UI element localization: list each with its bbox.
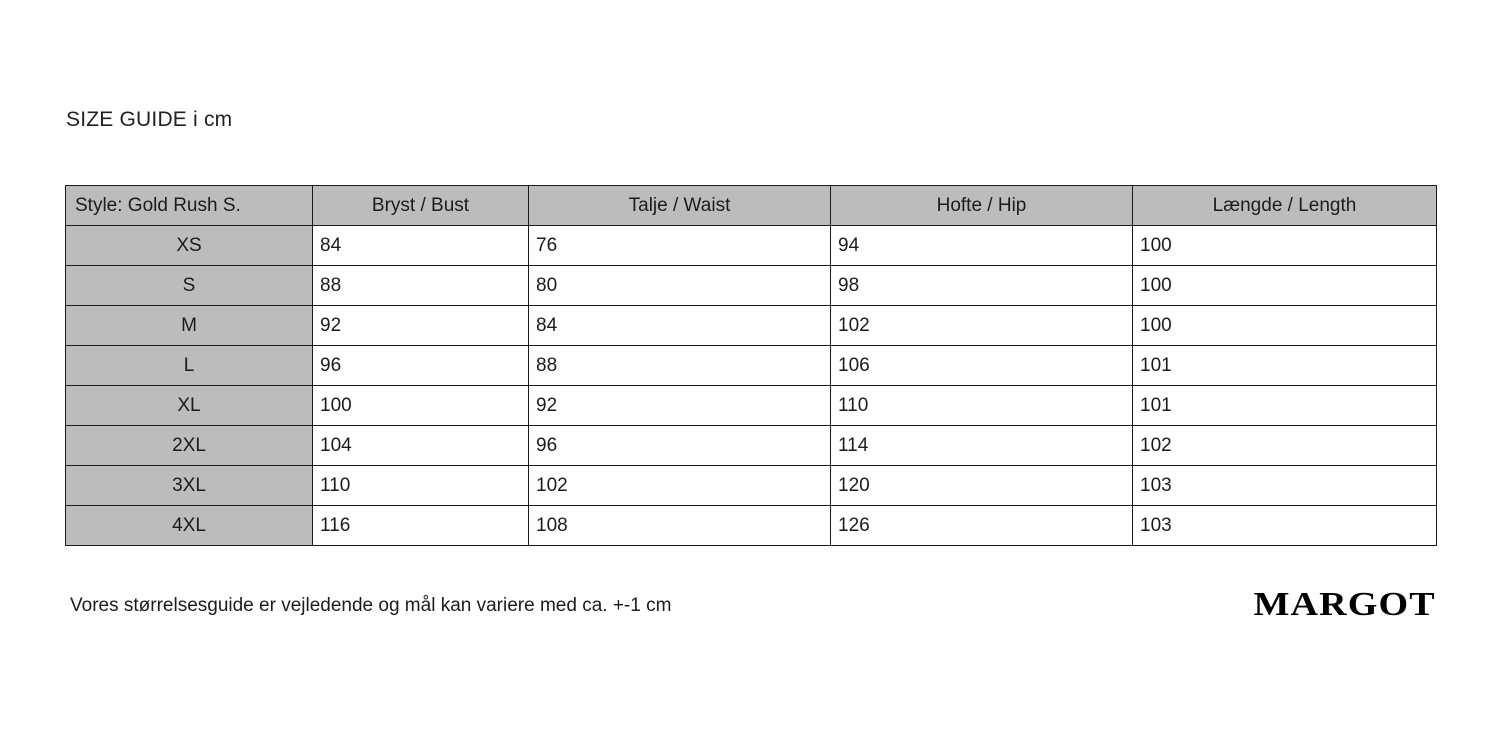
column-header-waist: Talje / Waist xyxy=(529,186,831,226)
hip-value: 126 xyxy=(831,506,1133,546)
table-header-row xyxy=(66,186,1437,226)
column-header-style: Style: Gold Rush S. xyxy=(66,186,313,226)
table-body xyxy=(66,226,1437,546)
size-label: 4XL xyxy=(66,506,313,546)
hip-value: 94 xyxy=(831,226,1133,266)
waist-value: 80 xyxy=(529,266,831,306)
length-value: 100 xyxy=(1133,266,1437,306)
table-row xyxy=(66,306,1437,346)
hip-value: 106 xyxy=(831,346,1133,386)
column-header-hip: Hofte / Hip xyxy=(831,186,1133,226)
waist-value: 92 xyxy=(529,386,831,426)
size-label: XS xyxy=(66,226,313,266)
bust-value: 96 xyxy=(313,346,529,386)
bust-value: 92 xyxy=(313,306,529,346)
size-label: M xyxy=(66,306,313,346)
length-value: 101 xyxy=(1133,346,1437,386)
hip-value: 98 xyxy=(831,266,1133,306)
size-table-container xyxy=(65,185,1436,546)
length-value: 101 xyxy=(1133,386,1437,426)
page-title: SIZE GUIDE i cm xyxy=(66,108,233,131)
table-row xyxy=(66,346,1437,386)
waist-value: 76 xyxy=(529,226,831,266)
length-value: 102 xyxy=(1133,426,1437,466)
bust-value: 84 xyxy=(313,226,529,266)
waist-value: 108 xyxy=(529,506,831,546)
waist-value: 84 xyxy=(529,306,831,346)
table-row xyxy=(66,226,1437,266)
table-row xyxy=(66,466,1437,506)
hip-value: 110 xyxy=(831,386,1133,426)
length-value: 100 xyxy=(1133,226,1437,266)
hip-value: 102 xyxy=(831,306,1133,346)
bust-value: 104 xyxy=(313,426,529,466)
size-label: XL xyxy=(66,386,313,426)
table-row xyxy=(66,426,1437,466)
brand-logo: MARGOT xyxy=(1253,586,1436,623)
hip-value: 114 xyxy=(831,426,1133,466)
size-label: 2XL xyxy=(66,426,313,466)
table-row xyxy=(66,506,1437,546)
size-label: S xyxy=(66,266,313,306)
bust-value: 100 xyxy=(313,386,529,426)
length-value: 100 xyxy=(1133,306,1437,346)
waist-value: 96 xyxy=(529,426,831,466)
bust-value: 116 xyxy=(313,506,529,546)
column-header-bust: Bryst / Bust xyxy=(313,186,529,226)
size-label: L xyxy=(66,346,313,386)
table-row xyxy=(66,266,1437,306)
waist-value: 88 xyxy=(529,346,831,386)
length-value: 103 xyxy=(1133,506,1437,546)
disclaimer-text: Vores størrelsesguide er vejledende og mål kan variere med ca. +-1 cm xyxy=(70,595,672,616)
waist-value: 102 xyxy=(529,466,831,506)
bust-value: 88 xyxy=(313,266,529,306)
length-value: 103 xyxy=(1133,466,1437,506)
size-label: 3XL xyxy=(66,466,313,506)
size-table xyxy=(65,185,1437,546)
column-header-length: Længde / Length xyxy=(1133,186,1437,226)
table-row xyxy=(66,386,1437,426)
table-header xyxy=(66,186,1437,226)
bust-value: 110 xyxy=(313,466,529,506)
hip-value: 120 xyxy=(831,466,1133,506)
